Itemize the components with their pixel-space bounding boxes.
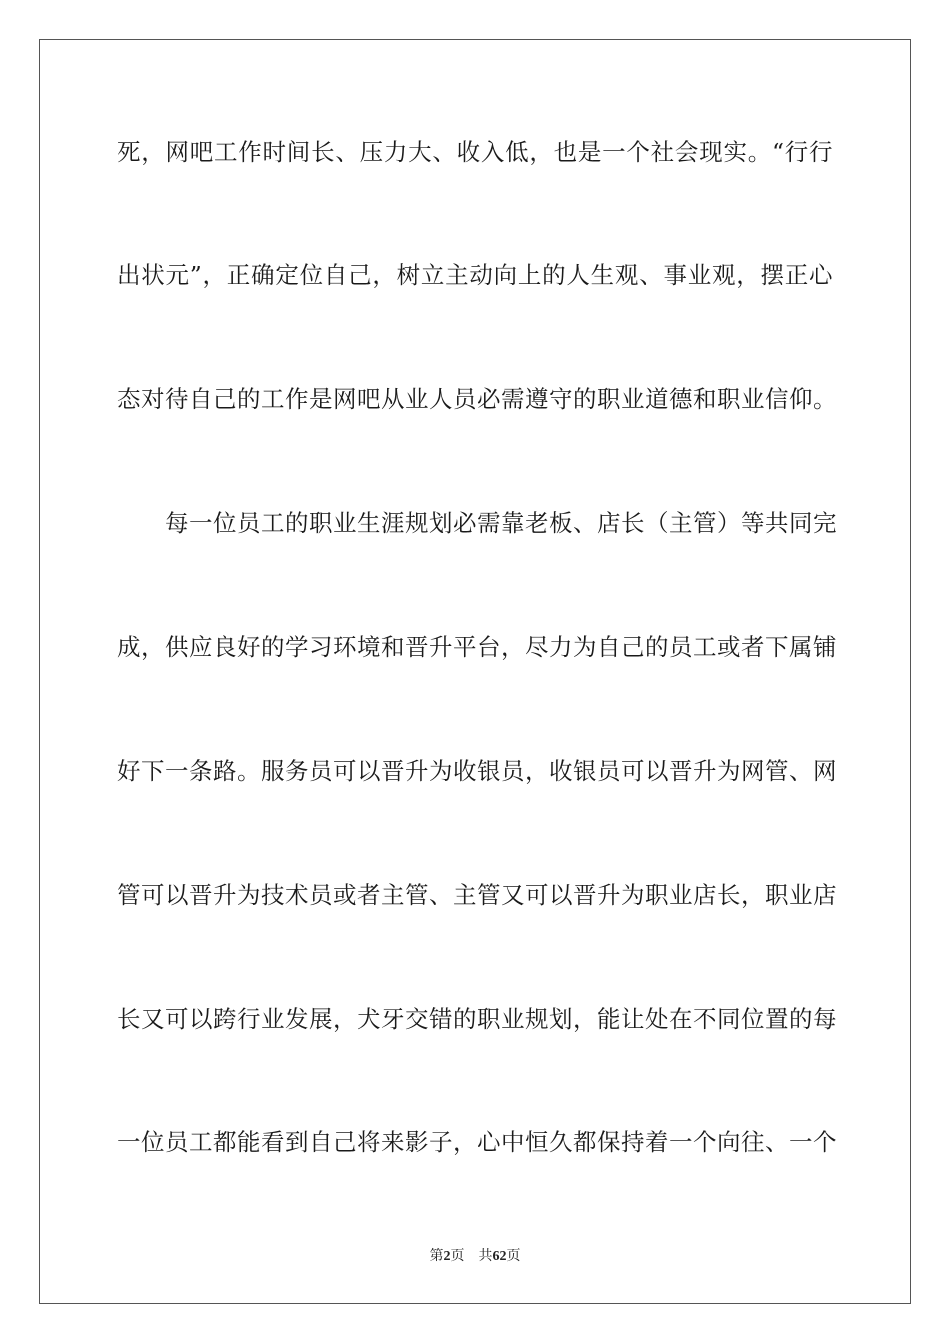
footer-page-unit: 页 <box>450 1248 465 1264</box>
page-footer <box>0 1247 950 1266</box>
text-line-2: 出状元”，正确定位自己，树立主动向上的人生观、事业观，摆正心 <box>117 261 833 289</box>
text-line-6: 好下一条路。服务员可以晋升为收银员，收银员可以晋升为网管、网 <box>117 757 837 785</box>
footer-total-unit: 页 <box>506 1248 521 1264</box>
text-line-7: 管可以晋升为技术员或者主管、主管又可以晋升为职业店长，职业店 <box>117 881 837 909</box>
page-border <box>39 39 911 1304</box>
text-line-8: 长又可以跨行业发展，犬牙交错的职业规划，能让处在不同位置的每 <box>117 1005 837 1033</box>
text-line-4: 每一位员工的职业生涯规划必需靠老板、店长（主管）等共同完 <box>165 509 837 537</box>
footer-total-pages: 62 <box>492 1249 507 1264</box>
text-line-1: 死，网吧工作时间长、压力大、收入低，也是一个社会现实。“行行 <box>117 138 833 166</box>
footer-prefix: 第 <box>429 1248 444 1264</box>
footer-page-number: 2 <box>443 1249 451 1264</box>
text-line-9: 一位员工都能看到自己将来影子，心中恒久都保持着一个向往、一个 <box>117 1128 837 1156</box>
text-line-5: 成，供应良好的学习环境和晋升平台，尽力为自己的员工或者下属铺 <box>117 633 837 661</box>
text-line-3: 态对待自己的工作是网吧从业人员必需遵守的职业道德和职业信仰。 <box>117 385 837 413</box>
footer-total-prefix: 共 <box>478 1248 493 1264</box>
